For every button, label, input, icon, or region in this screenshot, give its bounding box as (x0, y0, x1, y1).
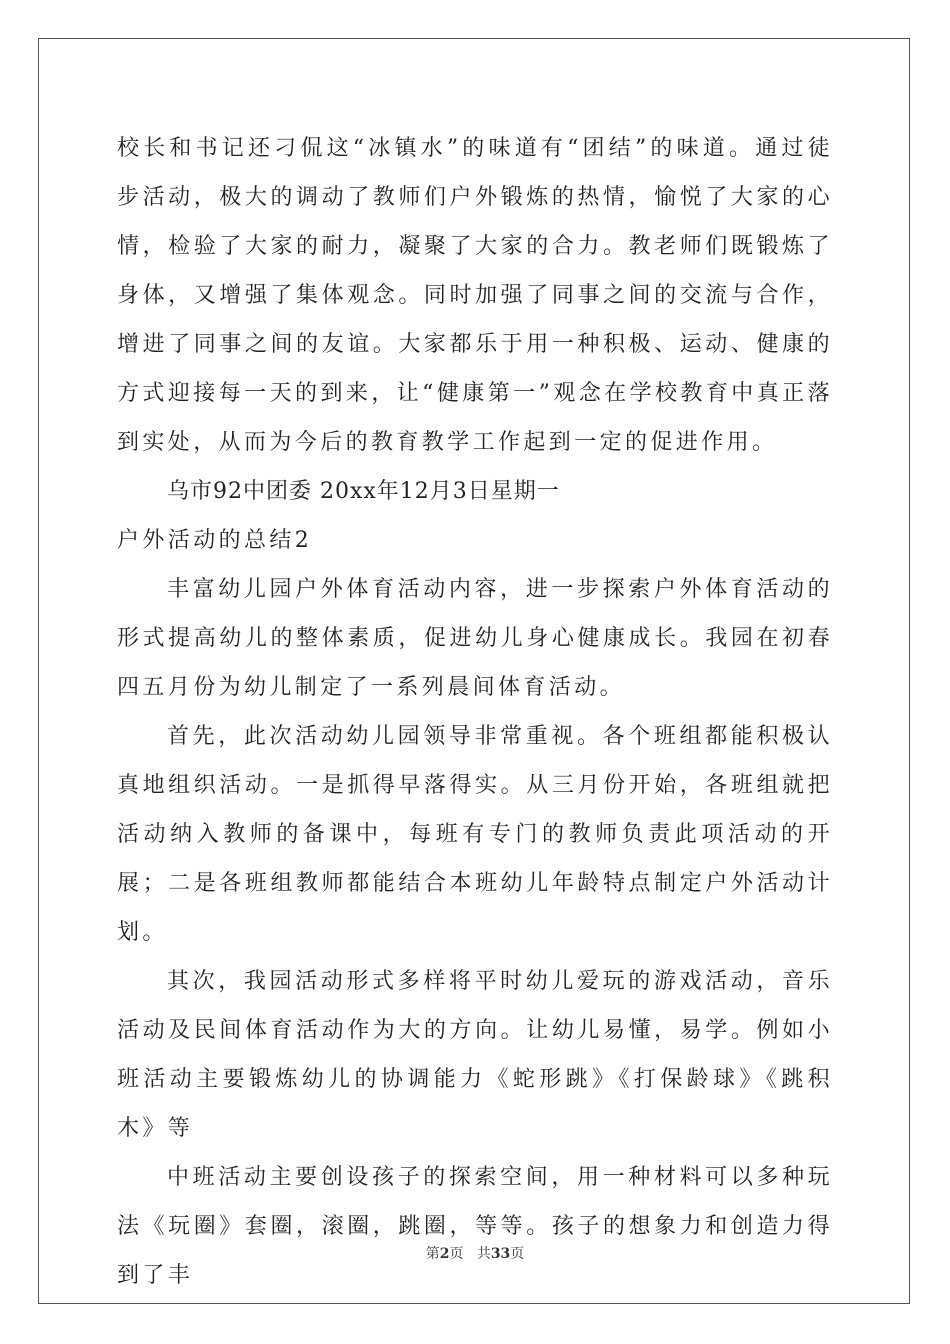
page-number: 2 (439, 1246, 450, 1262)
paragraph-cooling-water: 校长和书记还刁侃这“冰镇水”的味道有“团结”的味道。通过徒步活动，极大的调动了教师们户外锻炼的热情，愉悦了大家的心情，检验了大家的耐力，凝聚了大家的合力。教老师们既锻炼了身体，又增强了集体观念。同时加强了同事之间的交流与合作，增进了同事之间的友谊。大家都乐于用一种积极、运动、健康的方式迎接每一天的到来，让“健康第一”观念在学校教育中真正落到实处，从而为今后的教育教学工作起到一定的促进作用。 (117, 136, 833, 455)
document-body (117, 124, 833, 1300)
page-suffix: 页 (449, 1246, 464, 1262)
total-pages: 33 (490, 1246, 511, 1262)
total-prefix: 共 (476, 1246, 491, 1262)
paragraph-first: 首先，此次活动幼儿园领导非常重视。各个班组都能积极认真地组织活动。一是抓得早落得实。从三月份开始，各班组就把活动纳入教师的备课中，每班有专门的教师负责此项活动的开展；二是各班组教师都能结合本班幼儿年龄特点制定户外活动计划。 (117, 724, 833, 945)
paragraph-second: 其次，我园活动形式多样将平时幼儿爱玩的游戏活动，音乐活动及民间体育活动作为大的方向。让幼儿易懂，易学。例如小班活动主要锻炼幼儿的协调能力《蛇形跳》《打保龄球》《跳积木》等 (117, 969, 833, 1141)
page-prefix: 第 (425, 1246, 440, 1262)
total-suffix: 页 (510, 1246, 525, 1262)
signature-dateline: 乌市92中团委 20xx年12月3日星期一 (167, 479, 560, 504)
paragraph-middle-class: 中班活动主要创设孩子的探索空间，用一种材料可以多种玩法《玩圈》套圈，滚圈，跳圈，等等。孩子的想象力和创造力得到了丰 (117, 1165, 833, 1288)
paragraph-intro: 丰富幼儿园户外体育活动内容，进一步探索户外体育活动的形式提高幼儿的整体素质，促进幼儿身心健康成长。我园在初春四五月份为幼儿制定了一系列晨间体育活动。 (117, 577, 833, 700)
page-footer (0, 1243, 950, 1263)
section-heading: 户外活动的总结2 (117, 528, 313, 553)
